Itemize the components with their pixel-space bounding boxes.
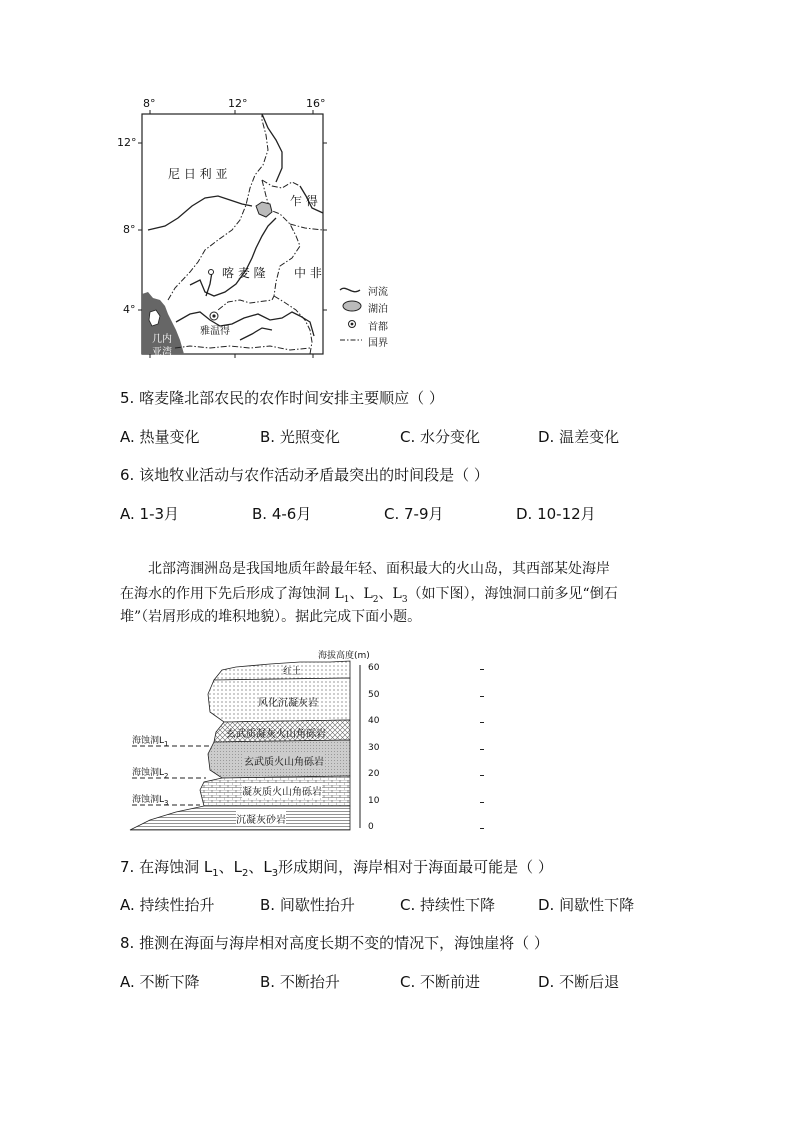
axis-tick-mark xyxy=(480,775,484,776)
lat-label: 12° xyxy=(117,136,137,149)
layer-label-red-soil: 红土 xyxy=(283,667,302,677)
river-lines xyxy=(148,114,323,340)
lat-label: 4° xyxy=(123,303,136,316)
q7-option-d[interactable]: D. 间歇性下降 xyxy=(538,896,635,914)
axis-tick-label: 50 xyxy=(368,689,380,700)
axis-tick-mark xyxy=(480,696,484,697)
legend-label: 湖泊 xyxy=(368,304,388,315)
layer-label-sandstone: 沉凝灰砂岩 xyxy=(236,811,286,826)
country-label-car: 中 非 xyxy=(294,266,322,280)
axis-tick-label: 60 xyxy=(368,663,380,673)
passage-line-2: 在海水的作用下先后形成了海蚀洞 $L_1$、$L_2$、$L_3$（如下图），海蚀洞口前多见“倒石 xyxy=(120,586,618,605)
legend-label: 国界 xyxy=(368,338,388,349)
q6-option-d[interactable]: D. 10-12月 xyxy=(516,505,596,523)
q7-option-a[interactable]: A. 持续性抬升 xyxy=(120,896,215,914)
legend-label: 河流 xyxy=(368,287,388,298)
q7-option-c[interactable]: C. 持续性下降 xyxy=(400,896,496,914)
lon-label: 8° xyxy=(143,97,156,110)
axis-title: 海拔高度(m) xyxy=(318,651,370,661)
q6-option-b[interactable]: B. 4-6月 xyxy=(252,505,312,523)
layer-label-basaltic-breccia: 玄武质火山角砾岩 xyxy=(244,753,324,768)
q5-option-c[interactable]: C. 水分变化 xyxy=(400,428,481,446)
q8-option-a[interactable]: A. 不断下降 xyxy=(120,973,200,991)
cave-label-l3: 海蚀洞$L_3$ xyxy=(132,795,169,807)
capital-label: 雅温得 xyxy=(200,326,230,337)
q5-option-a[interactable]: A. 热量变化 xyxy=(120,428,200,446)
q7-option-b[interactable]: B. 间歇性抬升 xyxy=(260,896,355,914)
axis-tick-label: 40 xyxy=(368,716,380,726)
axis-tick-label: 0 xyxy=(368,822,374,832)
q8-option-b[interactable]: B. 不断抬升 xyxy=(260,973,340,991)
layer-label-basaltic-tuff-breccia: 玄武质凝灰火山角砾岩 xyxy=(226,729,326,740)
cameroon-map xyxy=(110,90,410,365)
question-6-stem: 6. 该地牧业活动与农作活动矛盾最突出的时间段是（ ） xyxy=(120,466,489,484)
layer-label-weathered-tuff: 风化沉凝灰岩 xyxy=(258,698,318,709)
country-label-cameroon: 喀 麦 隆 xyxy=(222,266,266,280)
lake-icon xyxy=(343,301,361,311)
axis-tick-mark xyxy=(480,828,484,829)
q5-option-d[interactable]: D. 温差变化 xyxy=(538,428,620,446)
passage-line-1: 北部湾涠洲岛是我国地质年龄最年轻、面积最大的火山岛，其西部某处海岸 xyxy=(148,561,610,577)
q5-option-b[interactable]: B. 光照变化 xyxy=(260,428,340,446)
lake-chad xyxy=(256,202,272,217)
gulf-label: 亚湾 xyxy=(152,347,172,358)
gulf-label: 几内 xyxy=(152,334,172,345)
axis-tick-label: 30 xyxy=(368,742,380,753)
lon-label: 16° xyxy=(306,97,326,110)
question-8-stem: 8. 推测在海面与海岸相对高度长期不变的情况下，海蚀崖将（ ） xyxy=(120,934,549,952)
axis-tick-mark xyxy=(480,802,484,803)
axis-tick-mark xyxy=(480,749,484,750)
passage-line-3: 堆”（岩屑形成的堆积地貌）。据此完成下面小题。 xyxy=(120,609,422,625)
q8-option-d[interactable]: D. 不断后退 xyxy=(538,973,620,991)
country-label-chad: 乍 得 xyxy=(290,194,318,208)
legend-label: 首都 xyxy=(368,322,388,333)
question-5-stem: 5. 喀麦隆北部农民的农作时间安排主要顺应（ ） xyxy=(120,389,444,407)
axis-tick-mark xyxy=(480,669,484,670)
cave-label-l2: 海蚀洞$L_2$ xyxy=(132,768,169,780)
lon-label: 12° xyxy=(228,97,248,110)
cave-label-l1: 海蚀洞$L_1$ xyxy=(132,736,169,748)
question-7-stem: 7. 在海蚀洞 $L_1$、$L_2$、$L_3$形成期间，海岸相对于海面最可能是（ ） xyxy=(120,858,553,879)
country-label-nigeria: 尼 日 利 亚 xyxy=(168,167,228,181)
q6-option-a[interactable]: A. 1-3月 xyxy=(120,505,180,523)
lat-label: 8° xyxy=(123,223,136,236)
axis-tick-mark xyxy=(480,722,484,723)
q6-option-c[interactable]: C. 7-9月 xyxy=(384,505,444,523)
layer-label-tuffaceous-breccia: 凝灰质火山角砾岩 xyxy=(242,783,322,798)
q8-option-c[interactable]: C. 不断前进 xyxy=(400,973,481,991)
river-icon xyxy=(340,288,360,291)
axis-tick-label: 20 xyxy=(368,769,380,779)
axis-tick-label: 10 xyxy=(368,795,380,806)
